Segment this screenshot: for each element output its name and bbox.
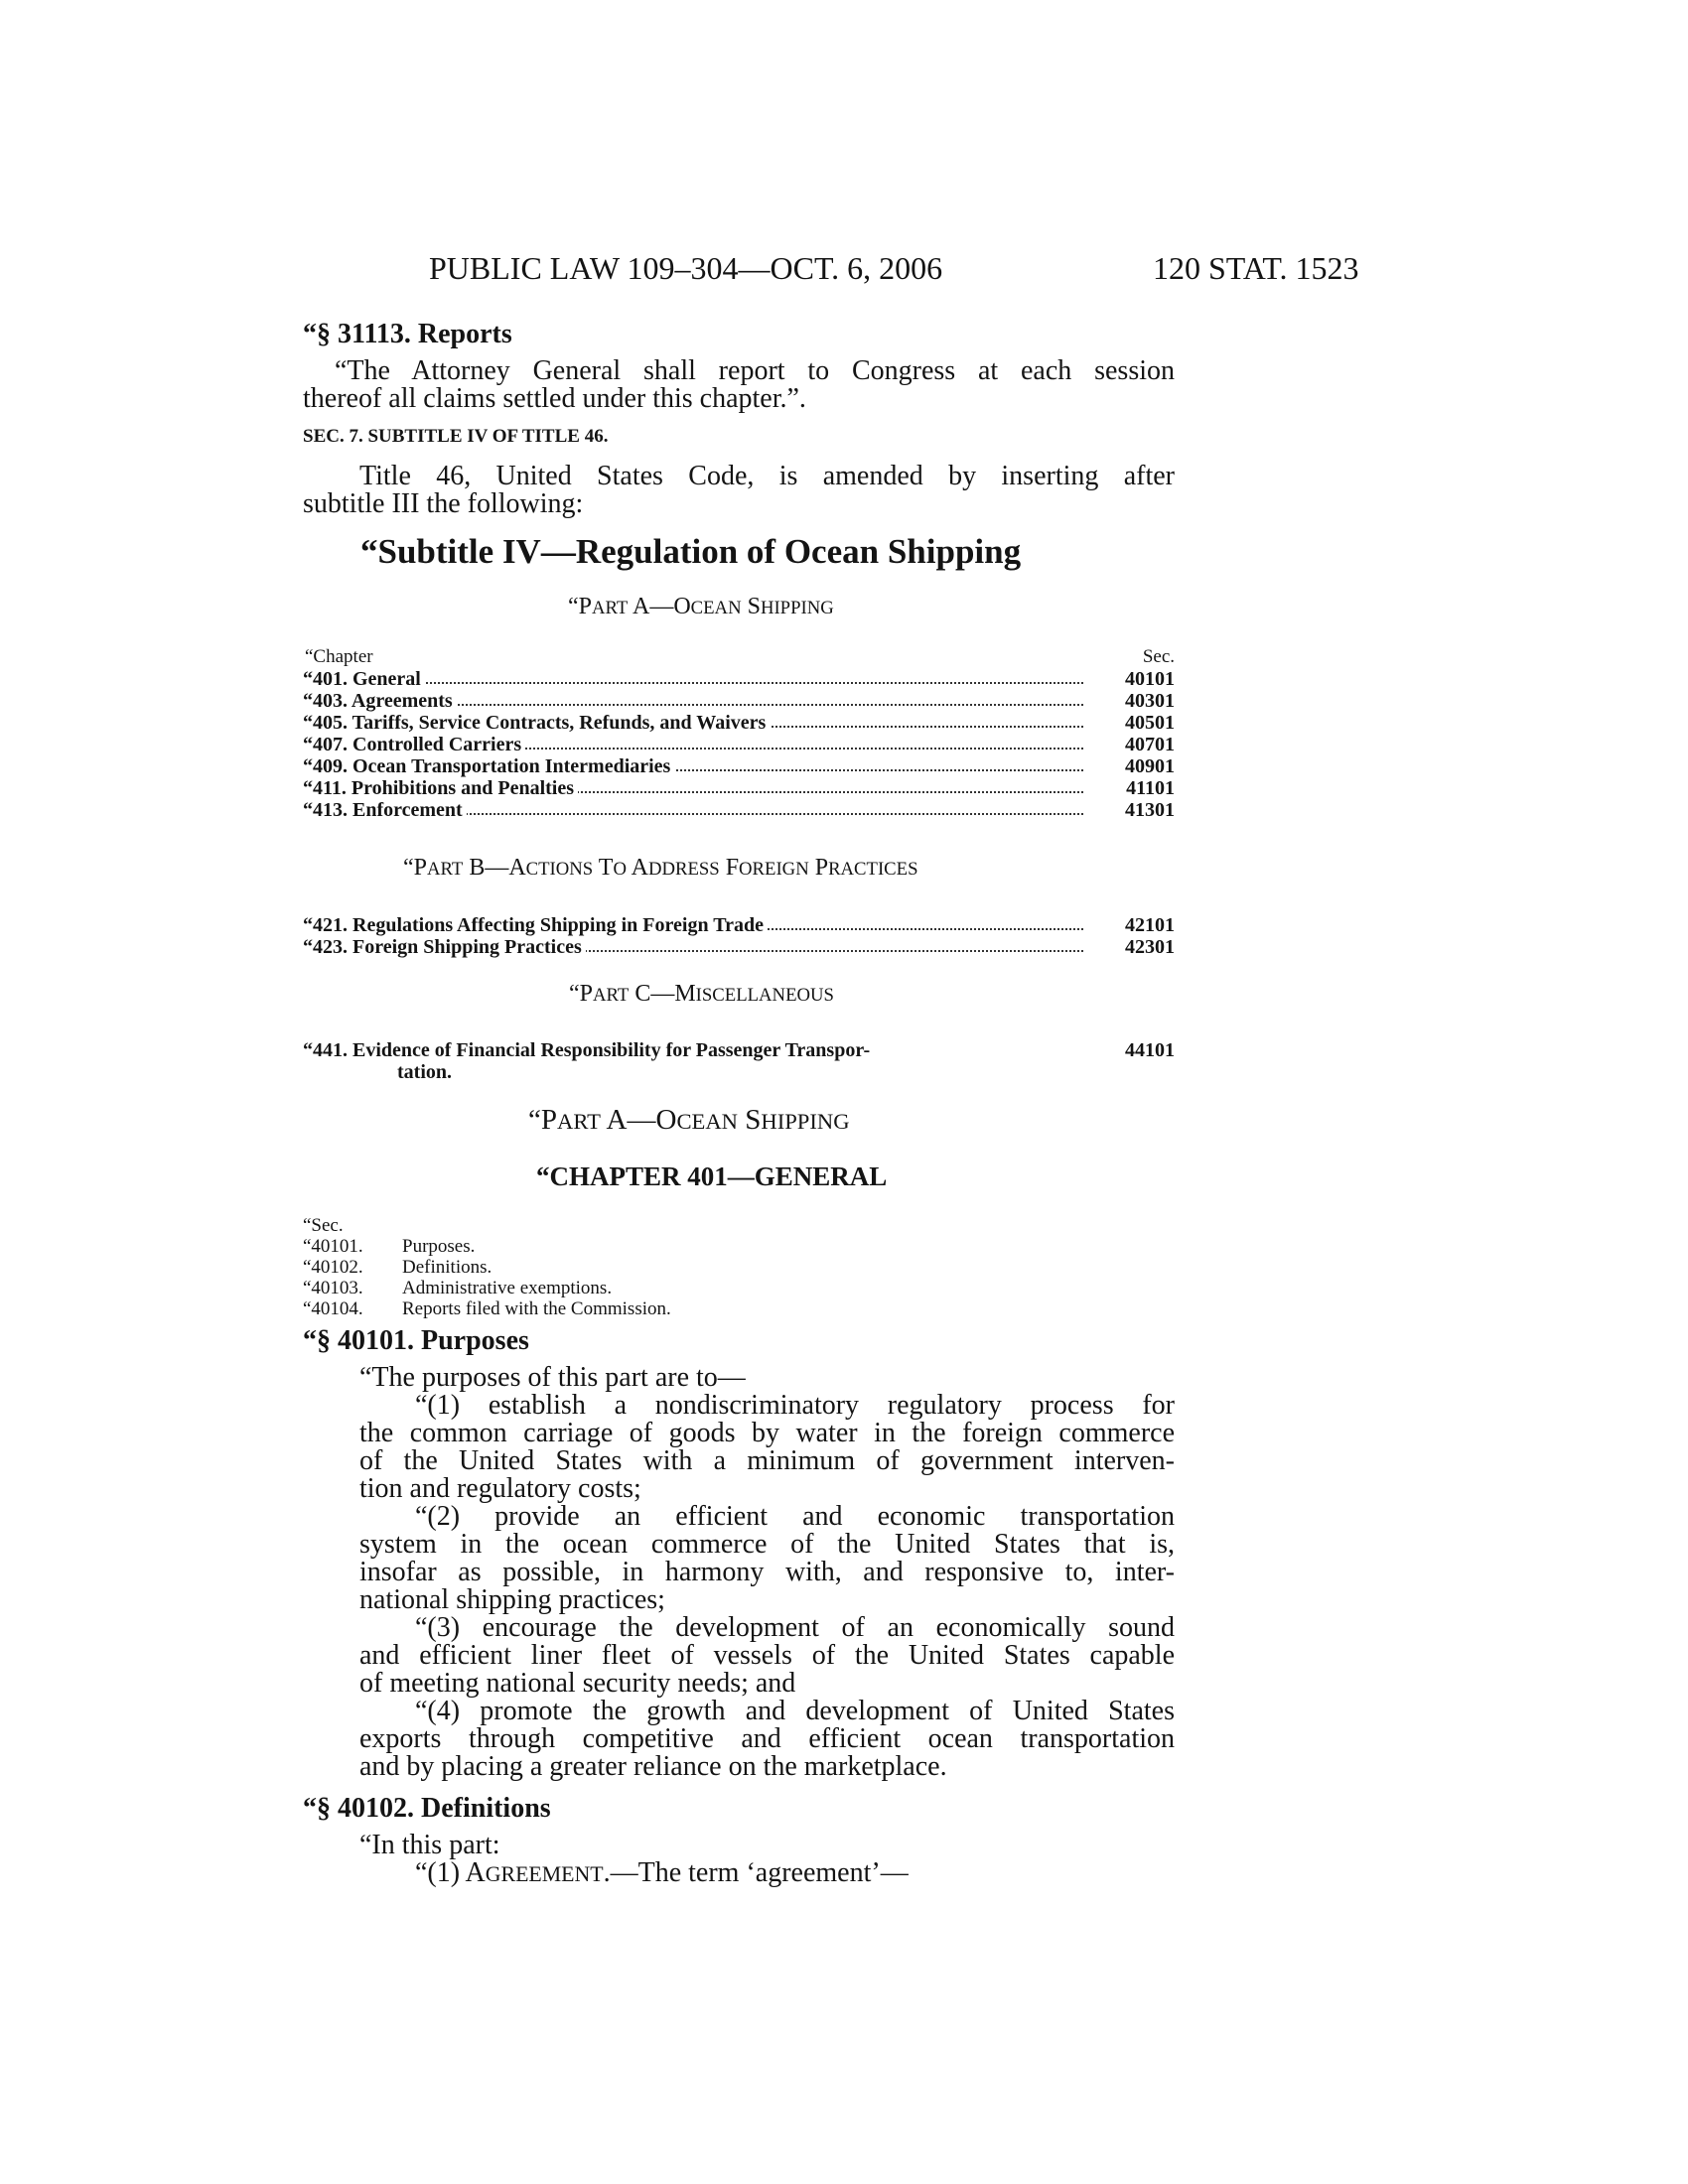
running-header-right: 120 STAT. 1523 (1153, 250, 1359, 286)
sec-7-line-1: Title 46, United States Code, is amended by inserting after (359, 461, 1175, 491)
purposes-line: system in the ocean commerce of the United States that is, (359, 1529, 1175, 1560)
section-list-item: “40103. Administrative exemptions. (303, 1278, 613, 1298)
section-40102-intro: “In this part: (359, 1830, 500, 1860)
section-31113-line-1: “The Attorney General shall report to Congress at each session (335, 355, 1175, 386)
purposes-line: and by placing a greater reliance on the marketplace. (359, 1751, 947, 1782)
purposes-line: tion and regulatory costs; (359, 1473, 641, 1504)
section-40101-heading: “§ 40101. Purposes (303, 1325, 529, 1356)
toc-row: “401. General 40101 (303, 668, 1175, 690)
toc-row: “403. Agreements 40301 (303, 690, 1175, 712)
toc-chapter-label: “Chapter (305, 646, 373, 667)
purposes-line: exports through competitive and efficient ocean transportation (359, 1723, 1175, 1754)
part-a-toc-heading: “PART A—OCEAN SHIPPING (568, 594, 834, 619)
purposes-line: national shipping practices; (359, 1584, 665, 1615)
purposes-line: “(3) encourage the development of an economically sound (415, 1612, 1175, 1643)
toc-c-line-1: “441. Evidence of Financial Responsibility for Passenger Transpor- (303, 1039, 871, 1061)
definition-item-1: “(1) AGREEMENT.—The term ‘agreement’— (415, 1857, 909, 1888)
toc-sec-label: Sec. (1142, 646, 1175, 667)
purposes-line: “(2) provide an efficient and economic transportation (415, 1501, 1175, 1532)
toc-row: “413. Enforcement 41301 (303, 799, 1175, 821)
section-list-head: “Sec. (303, 1215, 344, 1236)
section-31113-line-2: thereof all claims settled under this chapter.”. (303, 383, 806, 414)
part-a-heading: “PART A—OCEAN SHIPPING (528, 1104, 850, 1136)
section-list-item: “40102. Definitions. (303, 1257, 492, 1278)
purposes-line: and efficient liner fleet of vessels of the United States capable (359, 1640, 1175, 1671)
section-31113-heading: “§ 31113. Reports (303, 319, 512, 349)
toc-row: “423. Foreign Shipping Practices 42301 (303, 936, 1175, 958)
sec-7-line-2: subtitle III the following: (303, 488, 584, 519)
chapter-401-heading: “CHAPTER 401—GENERAL (536, 1161, 888, 1191)
toc-row: “411. Prohibitions and Penalties 41101 (303, 777, 1175, 799)
toc-row: “421. Regulations Affecting Shipping in Foreign Trade 42101 (303, 914, 1175, 936)
part-c-toc-heading: “PART C—MISCELLANEOUS (569, 981, 834, 1007)
toc-row: “409. Ocean Transportation Intermediaries 40901 (303, 755, 1175, 777)
section-list-item: “40104. Reports filed with the Commission. (303, 1298, 671, 1319)
running-header-left: PUBLIC LAW 109–304—OCT. 6, 2006 (429, 250, 943, 286)
toc-row: “407. Controlled Carriers 40701 (303, 734, 1175, 755)
purposes-line: “(1) establish a nondiscriminatory regulatory process for (415, 1390, 1175, 1421)
purposes-line: of meeting national security needs; and (359, 1668, 796, 1699)
purposes-line: the common carriage of goods by water in the foreign commerce (359, 1418, 1175, 1448)
subtitle-heading: “Subtitle IV—Regulation of Ocean Shipping (360, 532, 1022, 571)
toc-row: “405. Tariffs, Service Contracts, Refunds, and Waivers 40501 (303, 712, 1175, 734)
section-40101-intro: “The purposes of this part are to— (359, 1362, 746, 1393)
purposes-line: insofar as possible, in harmony with, and responsive to, inter- (359, 1557, 1175, 1587)
part-b-toc-heading: “PART B—ACTIONS TO ADDRESS FOREIGN PRACTICES (403, 855, 918, 881)
section-list-item: “40101. Purposes. (303, 1236, 476, 1257)
purposes-line: of the United States with a minimum of government interven- (359, 1445, 1175, 1476)
toc-c-line-2: tation. (397, 1061, 452, 1083)
sec-7-heading: SEC. 7. SUBTITLE IV OF TITLE 46. (303, 426, 609, 447)
purposes-line: “(4) promote the growth and development of United States (415, 1696, 1175, 1726)
toc-c-number: 44101 (1125, 1039, 1175, 1061)
section-40102-heading: “§ 40102. Definitions (303, 1793, 551, 1824)
